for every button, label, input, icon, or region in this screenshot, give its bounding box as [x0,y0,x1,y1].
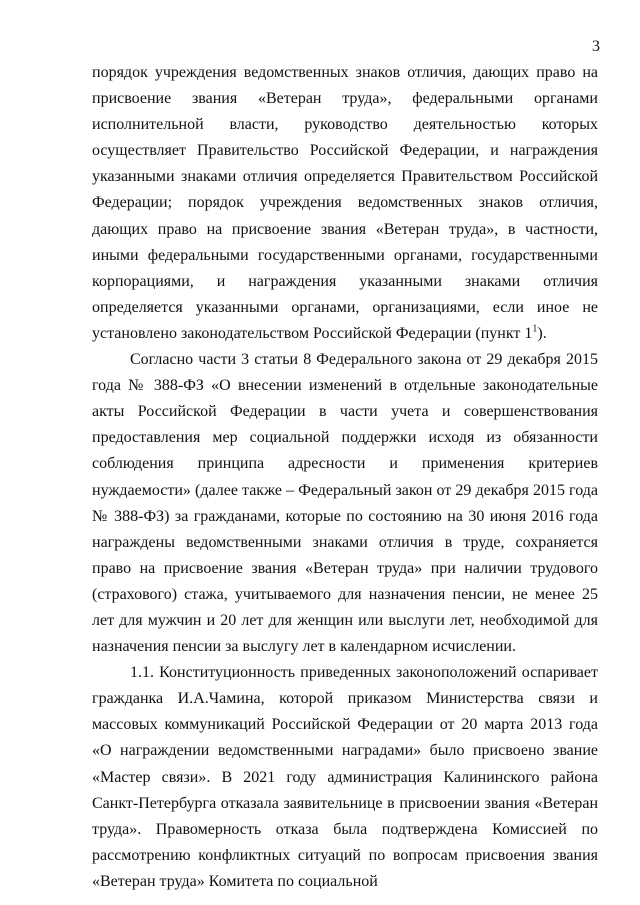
paragraph-3: 1.1. Конституционность приведенных законоположений оспаривает гражданка И.А.Чамина, которой приказом Министерства связи и массовых коммуникаций Российской Федерации от 20 марта 2013 года «О награждении ведомственными наградами» было присвоено звание «Мастер связи». В 2021 году администрация Калининского района Санкт-Петербурга отказала заявительнице в присвоении звания «Ветеран труда». Правомерность отказа была подтверждена Комиссией по рассмотрению конфликтных ситуаций по вопросам присвоения звания «Ветеран труда» Комитета по социальной [92,664,598,890]
paragraph-2: Согласно части 3 статьи 8 Федерального закона от 29 декабря 2015 года № 388-ФЗ «О внесении изменений в отдельные законодательные акты Российской Федерации в части учета и совершенствования предоставления мер социальной поддержки исходя из обязанности соблюдения принципа адресности и применения критериев нуждаемости» (далее также – Федеральный закон от 29 декабря 2015 года № 388-ФЗ) за гражданами, которые по состоянию на 30 июня 2016 года награждены ведомственными знаками отличия в труде, сохраняется право на присвоение звания «Ветеран труда» при наличии трудового (страхового) стажа, учитываемого для назначения пенсии, не менее 25 лет для мужчин и 20 лет для женщин или выслуги лет, необходимой для назначения пенсии за выслугу лет в календарном исчислении. [92,351,598,656]
page-number: 3 [592,38,600,55]
paragraph-1-text: порядок учреждения ведомственных знаков отличия, дающих право на присвоение звания «Ветеран труда», федеральными органами исполнительной власти, руководство деятельностью которых осуществляет Правительство Российской Федерации, и награждения указанными знаками отличия определяется Правительством Российской Федерации; порядок учреждения ведомственных знаков отличия, дающих право на присвоение звания «Ветеран труда», в частности, иными федеральными государственными органами, государственными корпорациями, и награждения указанными знаками отличия определяется указанными органами, организациями, если иное не установлено законодательством Российской Федерации (пункт 1 [92,64,598,342]
body-text [92,60,598,895]
paragraph-1-tail: ). [537,324,547,342]
paragraph-continuation [92,60,598,347]
paragraph-1-superscript: 1 [532,323,538,335]
